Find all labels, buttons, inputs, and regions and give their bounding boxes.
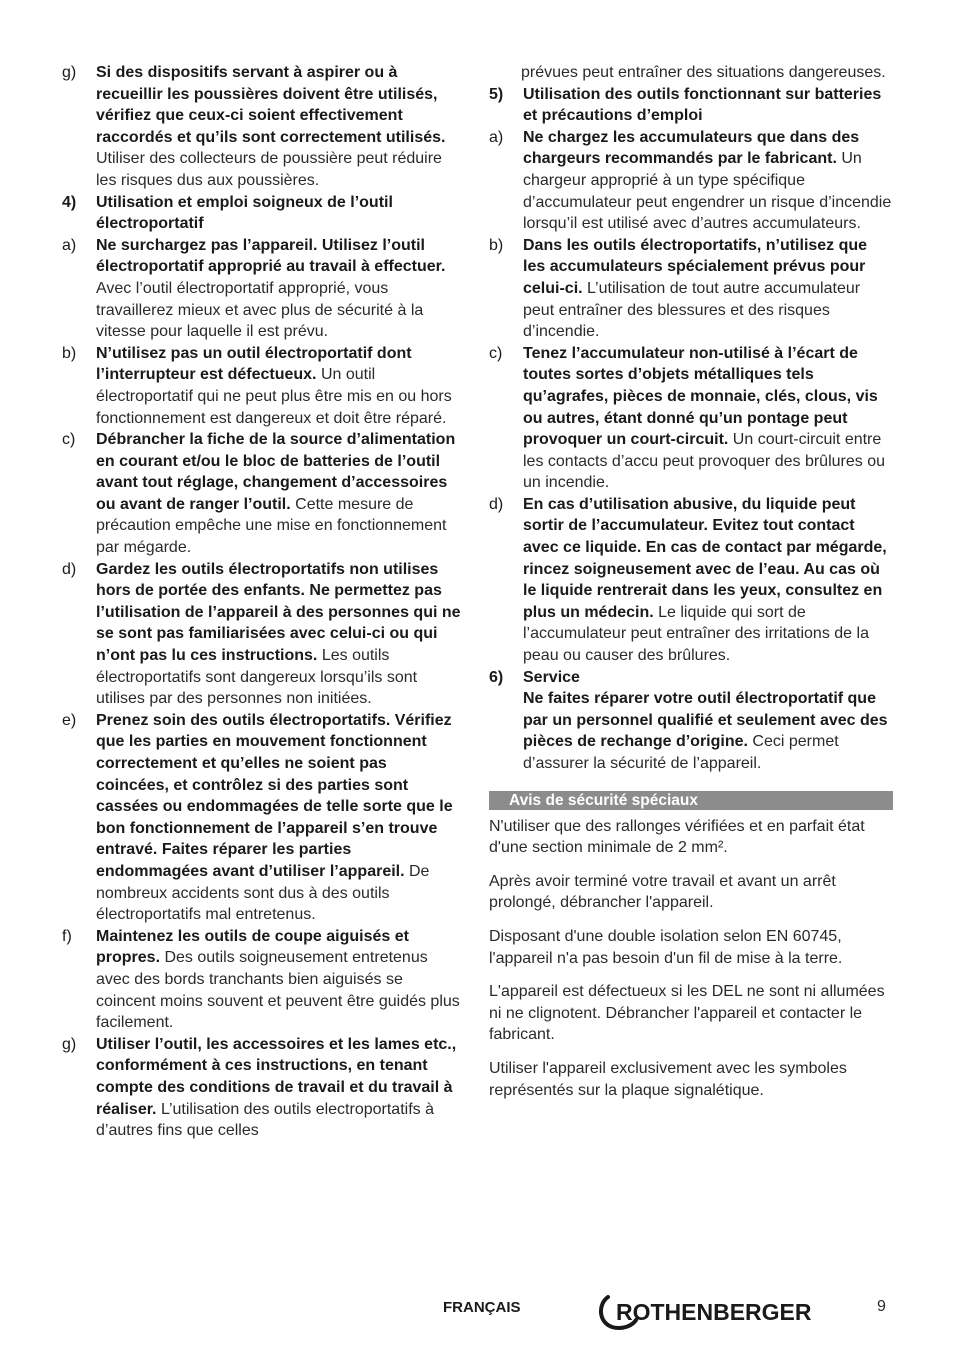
item-label: g) <box>62 64 77 81</box>
instruction-text: Un outil électroportatif qui ne peut plus être mis en ou hors fonctionnement est dangereux et doit être réparé. <box>96 366 452 427</box>
safety-paragraph: Utiliser l'appareil exclusivement avec les symboles représentés sur la plaque signalétique. <box>489 1059 847 1099</box>
instruction-bold: En cas d’utilisation abusive, du liquide peut sortir de l’accumulateur. Evitez tout contact avec ce liquide. En cas de contact par mégarde, rincez soigneusement avec de l’eau. Au cas où le liquide rentrerait dans les yeux, consultez en plus un médecin. <box>523 495 887 621</box>
instruction-bold: Dans les outils électroportatifs, n’utilisez que les accumulateurs spécialement prévus pour celui-ci. <box>523 236 868 297</box>
instruction-bold: N’utilisez pas un outil électroportatif dont l’interrupteur est défectueux. <box>96 344 412 384</box>
battery-instruction-c <box>489 343 893 494</box>
instruction-text: Un court-circuit entre les contacts d’accu peut provoquer des brûlures ou un incendie. <box>523 431 885 492</box>
instruction-b <box>62 343 462 429</box>
section-6-service <box>489 667 893 775</box>
section-number: 6) <box>489 668 504 686</box>
instruction-text: L’utilisation des outils electroportatifs à d’autres fins que celles <box>96 1100 434 1140</box>
battery-instruction-b <box>489 235 893 343</box>
item-label: g) <box>62 1035 77 1053</box>
instruction-bold: Gardez les outils électroportatifs non utilises hors de portée des enfants. Ne permettez pas l’utilisation de l’appareil à des personnes qui ne se sont pas familiarisées avec celui-ci ou qui n’ont pas lu ces instructions. <box>96 560 461 665</box>
instruction-g-tools <box>62 1034 462 1142</box>
instruction-g <box>62 62 462 192</box>
item-label: f) <box>62 927 72 945</box>
section-4-heading <box>62 192 462 235</box>
instruction-text: Utiliser des collecteurs de poussière peut réduire les risques dus aux poussières. <box>96 150 442 189</box>
instruction-bold: Débrancher la fiche de la source d’alimentation en courant et/ou le bloc de batteries de l’outil avant tout réglage, changement d’accessoires ou avant de ranger l’outil. <box>96 431 456 513</box>
section-number: 5) <box>489 85 504 103</box>
instruction-bold: Si des dispositifs servant à aspirer ou à recueillir les poussières doivent être utilisés, vérifiez que ceux-ci soient effectivement raccordés et qu’ils sont correctement utilisés. <box>96 64 446 146</box>
instruction-text: Un chargeur approprié à un type spécifique d’accumulateur peut engendrer un risque d’incendie lorsqu’il est utilisé avec d’autres accumulateurs. <box>523 150 892 233</box>
item-label: b) <box>489 236 504 254</box>
item-label: e) <box>62 711 77 729</box>
battery-instruction-d <box>489 494 893 667</box>
left-column <box>62 62 462 1142</box>
safety-paragraph: Disposant d'une double isolation selon EN 60745, l'appareil n'a pas besoin d'un fil de mise à la terre. <box>489 927 843 967</box>
instruction-c <box>62 429 462 559</box>
instruction-text: Avec l’outil électroportatif approprié, vous travaillerez mieux et avec plus de sécurité à la vitesse pour laquelle il est prévu. <box>96 279 424 341</box>
safety-paragraph: L'appareil est défectueux si les DEL ne sont ni allumées ni ne clignotent. Débrancher l'appareil et contacter le fabricant. <box>489 983 885 1044</box>
item-label: d) <box>489 495 504 513</box>
section-title: Service <box>523 668 580 686</box>
continued-text: prévues peut entraîner des situations dangereuses. <box>521 64 886 81</box>
page-number: 9 <box>877 1298 886 1315</box>
instruction-text: De nombreux accidents sont dus à des outils électroportatifs mal entretenus. <box>96 862 430 924</box>
instruction-bold: Maintenez les outils de coupe aiguisés et propres. <box>96 927 409 967</box>
item-label: a) <box>62 236 77 254</box>
instruction-bold: Ne surchargez pas l’appareil. Utilisez l’outil électroportatif approprié au travail à effectuer. <box>96 236 446 276</box>
instruction-d <box>62 559 462 710</box>
instruction-bold: Prenez soin des outils électroportatifs. Vérifiez que les parties en mouvement fonctionnent correctement et qu’elles ne soient pas coincées, et contrôlez si des parties sont cassées ou endommagées de telle sorte que le bon fonctionnement de l’appareil s’en trouve entravé. Faites réparer les parties endommagées avant d’utiliser l’appareil. <box>96 711 453 880</box>
item-label: c) <box>62 431 76 449</box>
instruction-bold: Utiliser l’outil, les accessoires et les lames etc., conformément à ces instructions, en tenant compte des conditions de travail et du travail à réaliser. <box>96 1035 457 1118</box>
special-safety-heading: Avis de sécurité spéciaux <box>489 791 893 810</box>
footer-language: FRANÇAIS <box>443 1299 521 1316</box>
battery-instruction-a <box>489 127 893 235</box>
instruction-text: Cette mesure de précaution empêche une mise en fonctionnement par mégarde. <box>96 495 447 557</box>
item-label: b) <box>62 344 77 362</box>
instruction-text: Les outils électroportatifs sont dangereux lorsqu’ils sont utilises par des personnes non initiées. <box>96 647 418 708</box>
instruction-text: Des outils soigneusement entretenus avec des bords tranchants bien aiguisés se coincent moins souvent et peuvent être guidés plus facilement. <box>96 949 460 1032</box>
instruction-bold: Ne faites réparer votre outil électroportatif que par un personnel qualifié et seulement avec des pièces de rechange d’origine. <box>523 690 888 751</box>
section-5-heading <box>489 84 893 127</box>
instruction-e <box>62 710 462 926</box>
instruction-bold: Ne chargez les accumulateurs que dans des chargeurs recommandés par le fabricant. <box>523 128 860 168</box>
right-column <box>489 62 893 1113</box>
rothenberger-logo <box>596 1294 832 1332</box>
safety-paragraph: N'utiliser que des rallonges vérifiées et en parfait état d'une section minimale de 2 mm². <box>489 817 865 857</box>
instruction-text: Le liquide qui sort de l’accumulateur peut entraîner des irritations de la peau ou causer des brûlures. <box>523 603 869 665</box>
instruction-text: Ceci permet d’assurer la sécurité de l’appareil. <box>523 733 839 772</box>
section-number: 4) <box>62 193 77 211</box>
section-title: Utilisation des outils fonctionnant sur batteries et précautions d’emploi <box>523 85 882 125</box>
safety-paragraph: Après avoir terminé votre travail et avant un arrêt prolongé, débrancher l'appareil. <box>489 872 836 912</box>
instruction-a <box>62 235 462 343</box>
instruction-bold: Tenez l’accumulateur non-utilisé à l’écart de toutes sortes d’objets métalliques tels qu’agrafes, pièces de monnaie, clés, clous, vis ou autres, étant donné qu’un pontage peut provoquer un court-circuit. <box>523 344 878 449</box>
item-label: a) <box>489 128 504 146</box>
section-title: Utilisation et emploi soigneux de l’outil électroportatif <box>96 193 393 233</box>
item-label: c) <box>489 344 503 362</box>
instruction-f <box>62 926 462 1034</box>
instruction-text: L’utilisation de tout autre accumulateur peut entraîner des blessures et des risques d’incendie. <box>523 279 861 341</box>
item-label: d) <box>62 560 77 578</box>
logo-text: ROTHENBERGER <box>616 1299 812 1325</box>
